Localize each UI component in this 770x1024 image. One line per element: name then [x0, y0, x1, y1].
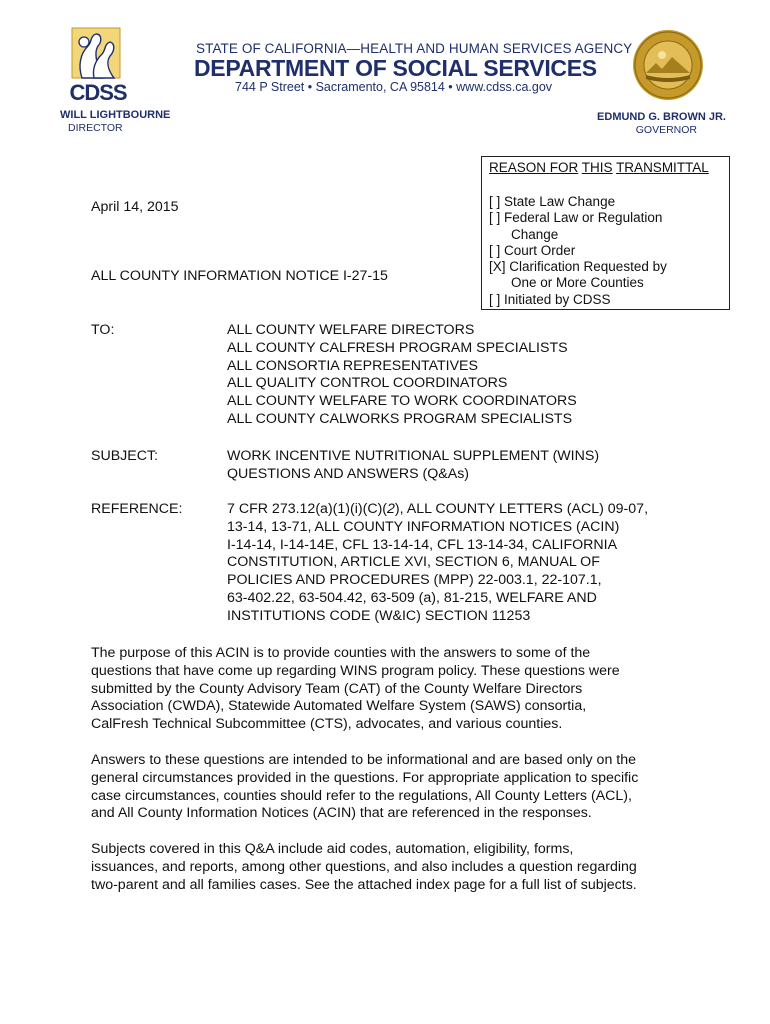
paragraph-line: Subjects covered in this Q&A include aid codes, automation, eligibility, forms, — [91, 841, 574, 857]
reference-acl: ), ALL COUNTY LETTERS (ACL) 09-07, — [394, 501, 649, 517]
reference-line: CONSTITUTION, ARTICLE XVI, SECTION 6, MANUAL OF — [227, 554, 600, 571]
transmittal-title-this: THIS — [581, 160, 613, 175]
transmittal-title-reason: REASON — [489, 160, 550, 175]
to-label: TO: — [91, 322, 115, 338]
recipient: ALL COUNTY WELFARE DIRECTORS — [227, 322, 475, 338]
agency-line: STATE OF CALIFORNIA—HEALTH AND HUMAN SERVICES AGENCY — [196, 41, 633, 56]
paragraph-line: case circumstances, counties should refer to the regulations, All County Letters (ACL), — [91, 787, 632, 804]
reference-line: 13-14, 13-71, ALL COUNTY INFORMATION NOTICES (ACIN) — [227, 518, 620, 535]
subject-line: QUESTIONS AND ANSWERS (Q&As) — [227, 465, 470, 482]
recipient: ALL QUALITY CONTROL COORDINATORS — [227, 375, 508, 392]
reason-federal-law-cont: Change — [511, 226, 559, 242]
paragraph-line: Answers to these questions are intended to be informational and are based only on the — [91, 752, 636, 768]
paragraph-line: submitted by the County Advisory Team (CAT) of the County Welfare Directors — [91, 680, 583, 697]
paragraph-line: two-parent and all families cases. See the attached index page for a full list of subjects. — [91, 876, 637, 893]
reason-state-law: [ ] State Law Change — [489, 194, 616, 209]
transmittal-title-for: FOR — [549, 160, 579, 175]
reference-line: 63-402.22, 63-504.42, 63-509 (a), 81-215, WELFARE AND — [227, 589, 597, 606]
director-title: DIRECTOR — [68, 122, 123, 134]
reference-cfr-italic: 2 — [387, 501, 395, 517]
answers-paragraph — [91, 752, 691, 823]
department-name: DEPARTMENT OF SOCIAL SERVICES — [194, 55, 597, 81]
recipient: ALL COUNTY WELFARE TO WORK COORDINATORS — [227, 393, 577, 410]
reference-line — [227, 501, 648, 519]
paragraph-line: CalFresh Technical Subcommittee (CTS), advocates, and various counties. — [91, 716, 563, 733]
reference-line: I-14-14, I-14-14E, CFL 13-14-14, CFL 13-14-34, CALIFORNIA — [227, 536, 618, 553]
reason-initiated-cdss: [ ] Initiated by CDSS — [489, 291, 611, 307]
governor-name: EDMUND G. BROWN JR. — [597, 111, 726, 123]
reference-label: REFERENCE: — [91, 501, 183, 517]
reason-clarification: [X] Clarification Requested by — [489, 259, 667, 275]
director-name: WILL LIGHTBOURNE — [60, 109, 171, 121]
recipient: ALL COUNTY CALWORKS PROGRAM SPECIALISTS — [227, 410, 573, 427]
paragraph-line: and All County Information Notices (ACIN) that are referenced in the responses. — [91, 805, 592, 822]
to-recipients — [227, 322, 577, 429]
reason-clarification-cont: One or More Counties — [511, 275, 644, 291]
department-address: 744 P Street • Sacramento, CA 95814 • www.cdss.ca.gov — [235, 80, 553, 94]
reference-text — [227, 501, 648, 626]
transmittal-reasons — [489, 194, 667, 308]
paragraph-line: The purpose of this ACIN is to provide counties with the answers to some of the — [91, 645, 591, 661]
state-seal — [632, 29, 704, 101]
recipient: ALL CONSORTIA REPRESENTATIVES — [227, 357, 478, 374]
governor-title: GOVERNOR — [635, 124, 697, 136]
reason-for-transmittal-box — [481, 156, 730, 310]
recipient: ALL COUNTY CALFRESH PROGRAM SPECIALISTS — [227, 339, 568, 356]
reference-cfr: 7 CFR 273.12(a)(1)(i)(C)( — [227, 501, 388, 517]
subjects-paragraph — [91, 841, 691, 894]
reference-line: POLICIES AND PROCEDURES (MPP) 22-003.1, 22-107.1, — [227, 572, 602, 589]
subject-text — [227, 448, 599, 484]
subject-label: SUBJECT: — [91, 448, 159, 464]
reason-federal-law: [ ] Federal Law or Regulation — [489, 210, 663, 226]
california-seal-icon — [632, 29, 704, 101]
notice-date: April 14, 2015 — [91, 199, 179, 215]
cdss-logo-text: CDSS — [69, 80, 127, 105]
paragraph-line: questions that have come up regarding WINS program policy. These questions were — [91, 662, 620, 679]
purpose-paragraph — [91, 645, 691, 734]
subject-line: WORK INCENTIVE NUTRITIONAL SUPPLEMENT (WINS) — [227, 448, 600, 464]
notice-number: ALL COUNTY INFORMATION NOTICE I-27-15 — [91, 268, 388, 284]
reference-line: INSTITUTIONS CODE (W&IC) SECTION 11253 — [227, 607, 531, 624]
paragraph-line: issuances, and reports, among other questions, and also includes a question regarding — [91, 858, 637, 875]
transmittal-title — [489, 160, 709, 175]
paragraph-line: Association (CWDA), Statewide Automated Welfare System (SAWS) consortia, — [91, 698, 587, 715]
reason-court-order: [ ] Court Order — [489, 242, 576, 258]
transmittal-title-transmittal: TRANSMITTAL — [616, 160, 709, 175]
paragraph-line: general circumstances provided in the questions. For appropriate application to specific — [91, 769, 639, 786]
